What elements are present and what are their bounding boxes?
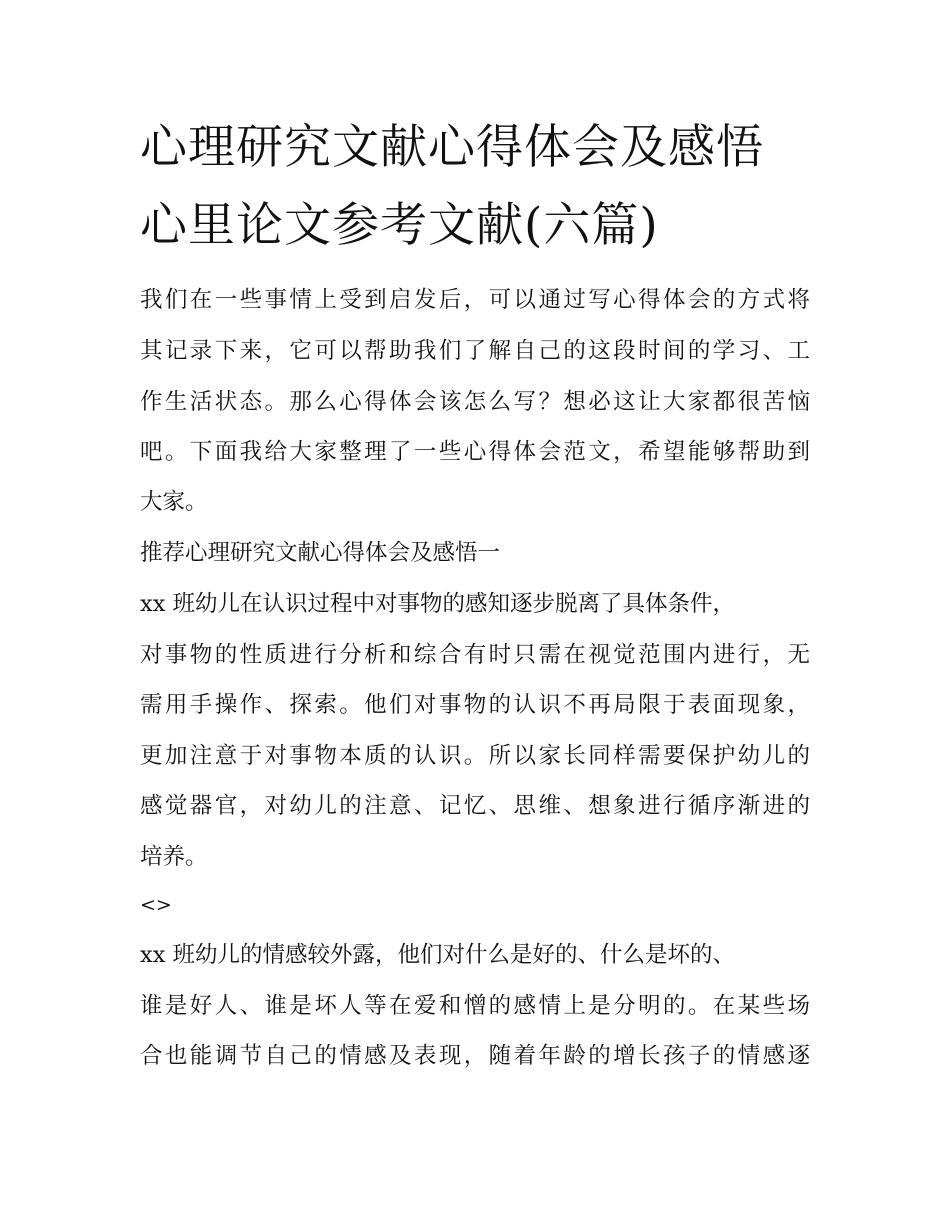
intro-line-4: 吧。下面我给大家整理了一些心得体会范文，希望能够帮助到 xyxy=(140,439,810,465)
para1-line-6: 培养。 xyxy=(140,844,208,870)
para2-line-1: xx 班幼儿的情感较外露，他们对什么是好的、什么是坏的、 xyxy=(140,942,736,968)
para1-line-1: xx 班幼儿在认识过程中对事物的感知逐步脱离了具体条件， xyxy=(140,591,736,617)
para1-line-3: 需用手操作、探索。他们对事物的认识不再局限于表面现象， xyxy=(140,692,810,718)
section-heading: 推荐心理研究文献心得体会及感悟一 xyxy=(140,540,501,566)
intro-line-2: 其记录下来，它可以帮助我们了解自己的这段时间的学习、工 xyxy=(140,338,810,364)
para2-line-3: 合也能调节自己的情感及表现，随着年龄的增长孩子的情感逐 xyxy=(140,1043,810,1069)
intro-line-3: 作生活状态。那么心得体会该怎么写？想必这让大家都很苦恼 xyxy=(140,389,810,415)
intro-line-1: 我们在一些事情上受到启发后，可以通过写心得体会的方式将 xyxy=(140,287,810,313)
para2-line-2: 谁是好人、谁是坏人等在爱和憎的感情上是分明的。在某些场 xyxy=(140,993,810,1019)
document-title-line-2: 心里论文参考文献(六篇) xyxy=(140,198,659,253)
document-title-line-1: 心理研究文献心得体会及感悟 xyxy=(140,120,764,175)
para1-line-4: 更加注意于对事物本质的认识。所以家长同样需要保护幼儿的 xyxy=(140,743,810,769)
intro-line-5: 大家。 xyxy=(140,489,208,515)
separator: <> xyxy=(140,894,172,916)
para1-line-5: 感觉器官，对幼儿的注意、记忆、思维、想象进行循序渐进的 xyxy=(140,793,810,819)
para1-line-2: 对事物的性质进行分析和综合有时只需在视觉范围内进行，无 xyxy=(140,642,810,668)
